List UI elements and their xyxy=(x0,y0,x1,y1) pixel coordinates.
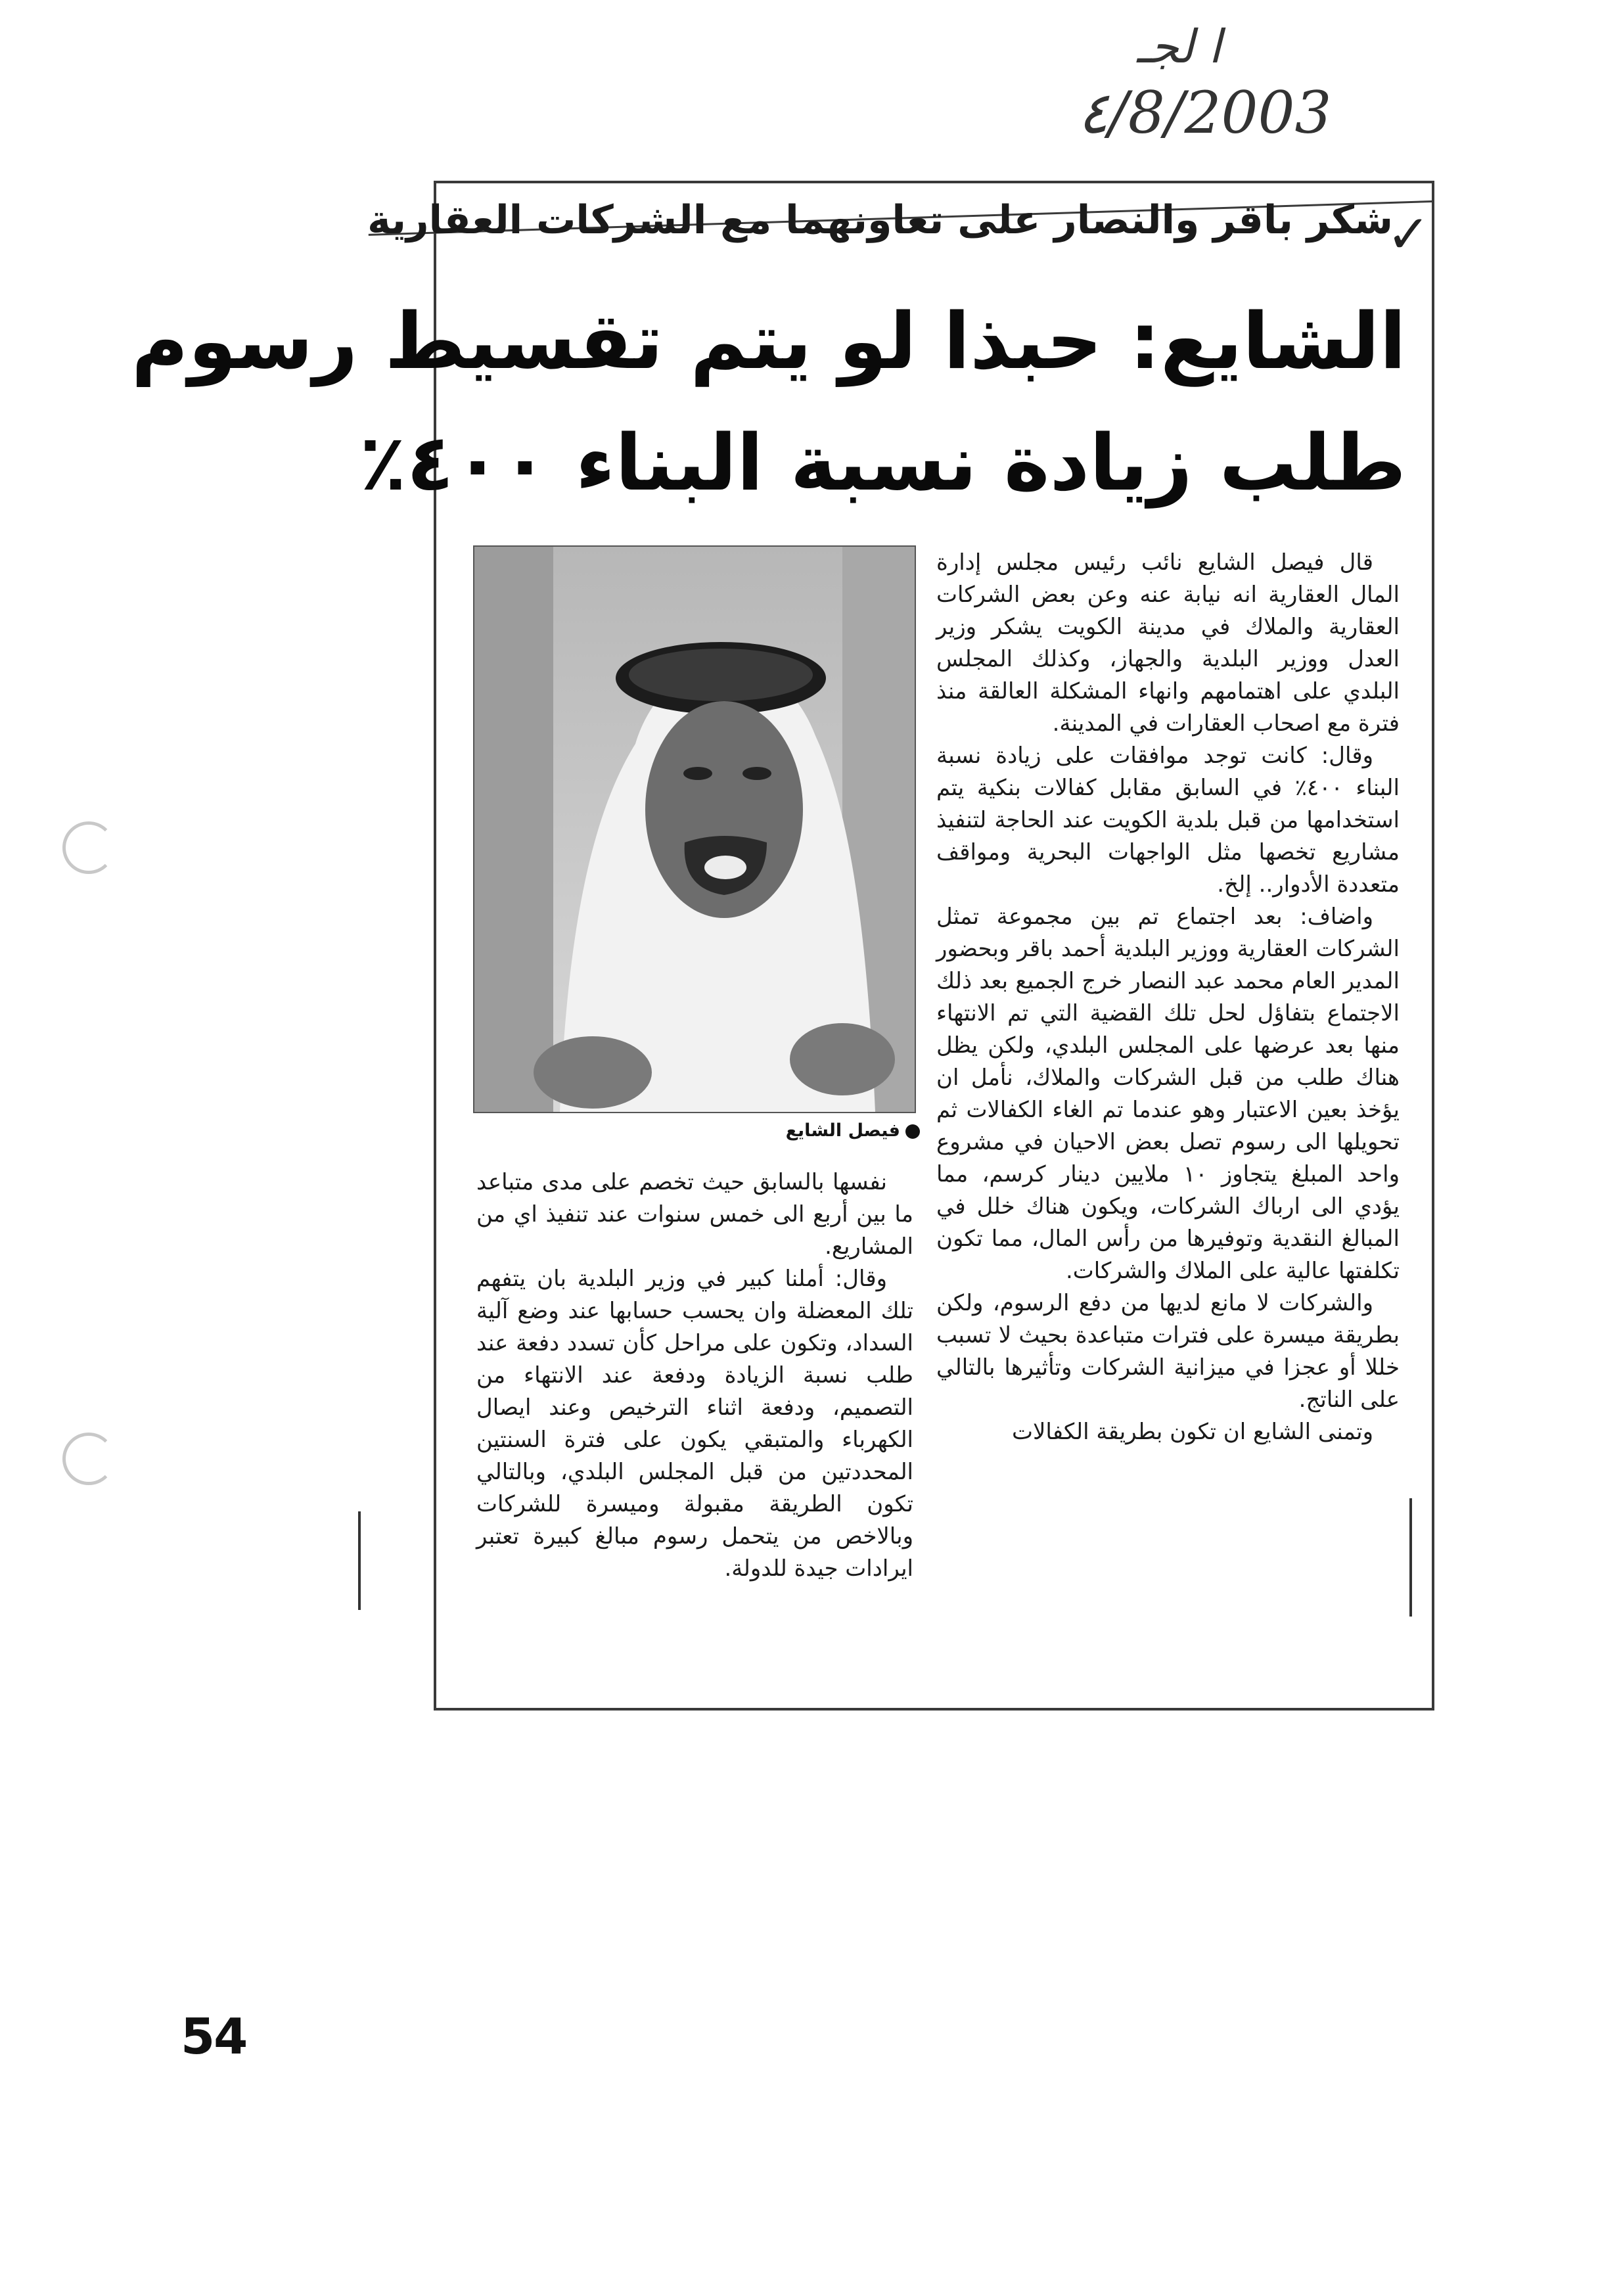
portrait-photo xyxy=(473,545,916,1113)
pen-margin-mark xyxy=(1409,1498,1412,1617)
paragraph: وقال: كانت توجد موافقات على زيادة نسبة البناء ٤٠٠٪ في السابق مقابل كفالات بنكية يتم استخدامها من قبل بلدية الكويت عند الحاجة لتنفيذ مشاريع تخصها مثل الواجهات البحرية ومواقف متعددة الأدوار.. إلخ. xyxy=(936,743,1400,898)
paragraph: وقال: أملنا كبير في وزير البلدية بان يتفهم تلك المعضلة وان يحسب حسابها عند وضع آلية السداد، وتكون على مراحل كأن تسدد دفعة عند طلب نسبة الزيادة ودفعة عند الانتهاء من التصميم، ودفعة اثناء الترخيص وعند ايصال الكهرباء والمتبقي يكون على فترة السنتين المحددتين من قبل المجلس البلدي، وبالتالي تكون الطريقة مقبولة وميسرة للشركات وبالاخص من يتحمل رسوم مبالغ كبيرة تعتبر ايرادات جيدة للدولة. xyxy=(476,1266,913,1582)
bullet-dot-icon xyxy=(905,1124,920,1139)
punch-hole-upper xyxy=(62,821,115,874)
pen-margin-mark xyxy=(358,1511,361,1610)
handwritten-date: ٤/8/2003 xyxy=(1078,79,1332,147)
paragraph: وتمنى الشايع ان تكون بطريقة الكفالات xyxy=(1012,1419,1373,1445)
punch-hole-lower xyxy=(62,1433,115,1485)
paragraph: نفسها بالسابق حيث تخصم على مدى متباعد ما بين أربع الى خمس سنوات عند تنفيذ اي من المشاريع. xyxy=(476,1169,913,1260)
photo-caption xyxy=(769,1120,920,1141)
article-column-left xyxy=(476,1166,913,1656)
article-column-right xyxy=(936,547,1400,1667)
article-headline-line2: طلب زيادة نسبة البناء ٤٠٠٪ xyxy=(359,417,1406,508)
photo-caption-text: فيصل الشايع xyxy=(785,1120,900,1141)
page-number: 54 xyxy=(181,2008,247,2065)
paragraph: واضاف: بعد اجتماع تم بين مجموعة تمثل الشركات العقارية ووزير البلدية أحمد باقر وبحضور المدير العام محمد عبد النصار خرج الجميع بعد ذلك الاجتماع بتفاؤل لحل تلك القضية التي تم الانتهاء منها بعد عرضها على المجلس البلدي، ولكن يظل هناك طلب من قبل الشركات والملاك، نأمل ان يؤخذ بعين الاعتبار وهو عندما تم الغاء الكفالات ثم تحويلها الى رسوم تصل بعض الاحيان في مشروع واحد المبلغ يتجاوز ١٠ ملايين دينار كرسم، مما يؤدي الى ارباك الشركات، ويكون هناك خلل في المبالغ النقدية وتوفيرها من رأس المال، مما تكون تكلفتها عالية على الملاك والشركات. xyxy=(936,904,1400,1284)
handwritten-source-note: ا لجـ xyxy=(1137,20,1221,74)
paragraph: قال فيصل الشايع نائب رئيس مجلس إدارة المال العقارية انه نيابة عنه وعن بعض الشركات العقارية والملاك في مدينة الكويت يشكر وزير العدل ووزير البلدية والجهاز، وكذلك المجلس البلدي على اهتمامهم وانهاء المشكلة العالقة منذ فترة مع اصحاب العقارات في المدينة. xyxy=(936,549,1400,737)
article-subtitle: شكر باقر والنصار على تعاونهما مع الشركات العقارية xyxy=(367,197,1393,243)
pen-tick-mark: ✓ xyxy=(1386,204,1431,265)
article-headline-line1: الشايع: حبذا لو يتم تقسيط رسوم xyxy=(131,296,1406,386)
paragraph: والشركات لا مانع لديها من دفع الرسوم، ولكن بطريقة ميسرة على فترات متباعدة بحيث لا تسبب خللا أو عجزا في ميزانية الشركات وتأثيرها بالتالي على الناتج. xyxy=(936,1290,1400,1413)
